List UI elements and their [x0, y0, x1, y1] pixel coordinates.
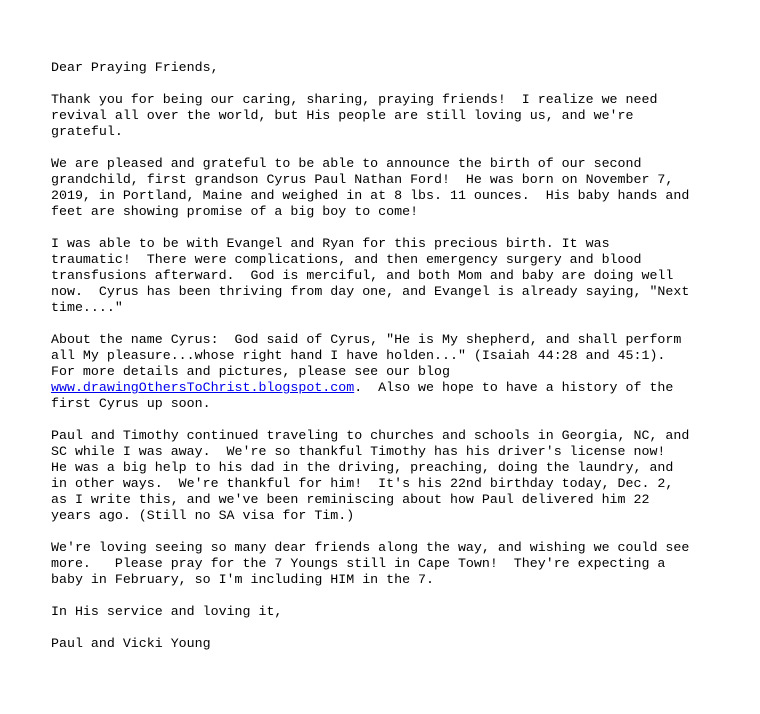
letter-line	[51, 428, 760, 444]
letter-line	[51, 300, 760, 316]
letter-text: feet are showing promise of a big boy to come!	[51, 204, 419, 219]
blank-line	[51, 76, 760, 92]
blank-line	[51, 412, 760, 428]
letter-line	[51, 268, 760, 284]
letter-line	[51, 252, 760, 268]
letter-line	[51, 556, 760, 572]
letter-line	[51, 380, 760, 396]
letter-text: traumatic! There were complications, and then emergency surgery and blood	[51, 252, 642, 267]
letter-text: baby in February, so I'm including HIM in the 7.	[51, 572, 435, 587]
letter-text: now. Cyrus has been thriving from day one, and Evangel is already saying, "Next	[51, 284, 690, 299]
letter-text: first Cyrus up soon.	[51, 396, 211, 411]
letter-line	[51, 332, 760, 348]
letter-line	[51, 188, 760, 204]
letter-line	[51, 124, 760, 140]
letter-text: SC while I was away. We're so thankful Timothy has his driver's license now!	[51, 444, 666, 459]
letter-line	[51, 60, 760, 76]
letter-text: We are pleased and grateful to be able to announce the birth of our second	[51, 156, 642, 171]
letter-text: revival all over the world, but His people are still loving us, and we're	[51, 108, 634, 123]
letter-line	[51, 508, 760, 524]
letter-line	[51, 492, 760, 508]
letter-line	[51, 348, 760, 364]
letter-line	[51, 364, 760, 380]
letter-text: as I write this, and we've been reminiscing about how Paul delivered him 22	[51, 492, 650, 507]
blank-line	[51, 524, 760, 540]
letter-text: all My pleasure...whose right hand I have holden..." (Isaiah 44:28 and 45:1).	[51, 348, 666, 363]
letter-text: Dear Praying Friends,	[51, 60, 219, 75]
blank-line	[51, 588, 760, 604]
letter-line	[51, 604, 760, 620]
blank-line	[51, 316, 760, 332]
letter-line	[51, 476, 760, 492]
letter-line	[51, 636, 760, 652]
letter-line	[51, 460, 760, 476]
blank-line	[51, 140, 760, 156]
letter-text: In His service and loving it,	[51, 604, 283, 619]
letter-text: time...."	[51, 300, 123, 315]
letter-text: transfusions afterward. God is merciful, and both Mom and baby are doing well	[51, 268, 674, 283]
letter-text: 2019, in Portland, Maine and weighed in at 8 lbs. 11 ounces. His baby hands and	[51, 188, 690, 203]
letter-line	[51, 172, 760, 188]
letter-text: Paul and Timothy continued traveling to churches and schools in Georgia, NC, and	[51, 428, 690, 443]
blog-link[interactable]: www.drawingOthersToChrist.blogspot.com	[51, 380, 355, 395]
letter-line	[51, 236, 760, 252]
letter-line	[51, 204, 760, 220]
letter-text: He was a big help to his dad in the driving, preaching, doing the laundry, and	[51, 460, 674, 475]
letter-text: grateful.	[51, 124, 123, 139]
letter-line	[51, 396, 760, 412]
letter-text: Thank you for being our caring, sharing, praying friends! I realize we need	[51, 92, 658, 107]
letter-text: About the name Cyrus: God said of Cyrus, "He is My shepherd, and shall perform	[51, 332, 682, 347]
letter-line	[51, 444, 760, 460]
letter-line	[51, 156, 760, 172]
letter-line	[51, 540, 760, 556]
letter-line	[51, 284, 760, 300]
letter-text: Paul and Vicki Young	[51, 636, 211, 651]
blank-line	[51, 220, 760, 236]
letter-text: years ago. (Still no SA visa for Tim.)	[51, 508, 355, 523]
letter-line	[51, 572, 760, 588]
letter-line	[51, 108, 760, 124]
letter-text: We're loving seeing so many dear friends along the way, and wishing we could see	[51, 540, 690, 555]
letter-text: in other ways. We're thankful for him! It's his 22nd birthday today, Dec. 2,	[51, 476, 674, 491]
letter-text: For more details and pictures, please see our blog	[51, 364, 450, 379]
letter-line	[51, 92, 760, 108]
blank-line	[51, 620, 760, 636]
letter-text: more. Please pray for the 7 Youngs still in Cape Town! They're expecting a	[51, 556, 666, 571]
letter-text: . Also we hope to have a history of the	[354, 380, 674, 395]
letter-text: grandchild, first grandson Cyrus Paul Nathan Ford! He was born on November 7,	[51, 172, 674, 187]
letter-text: I was able to be with Evangel and Ryan for this precious birth. It was	[51, 236, 610, 251]
